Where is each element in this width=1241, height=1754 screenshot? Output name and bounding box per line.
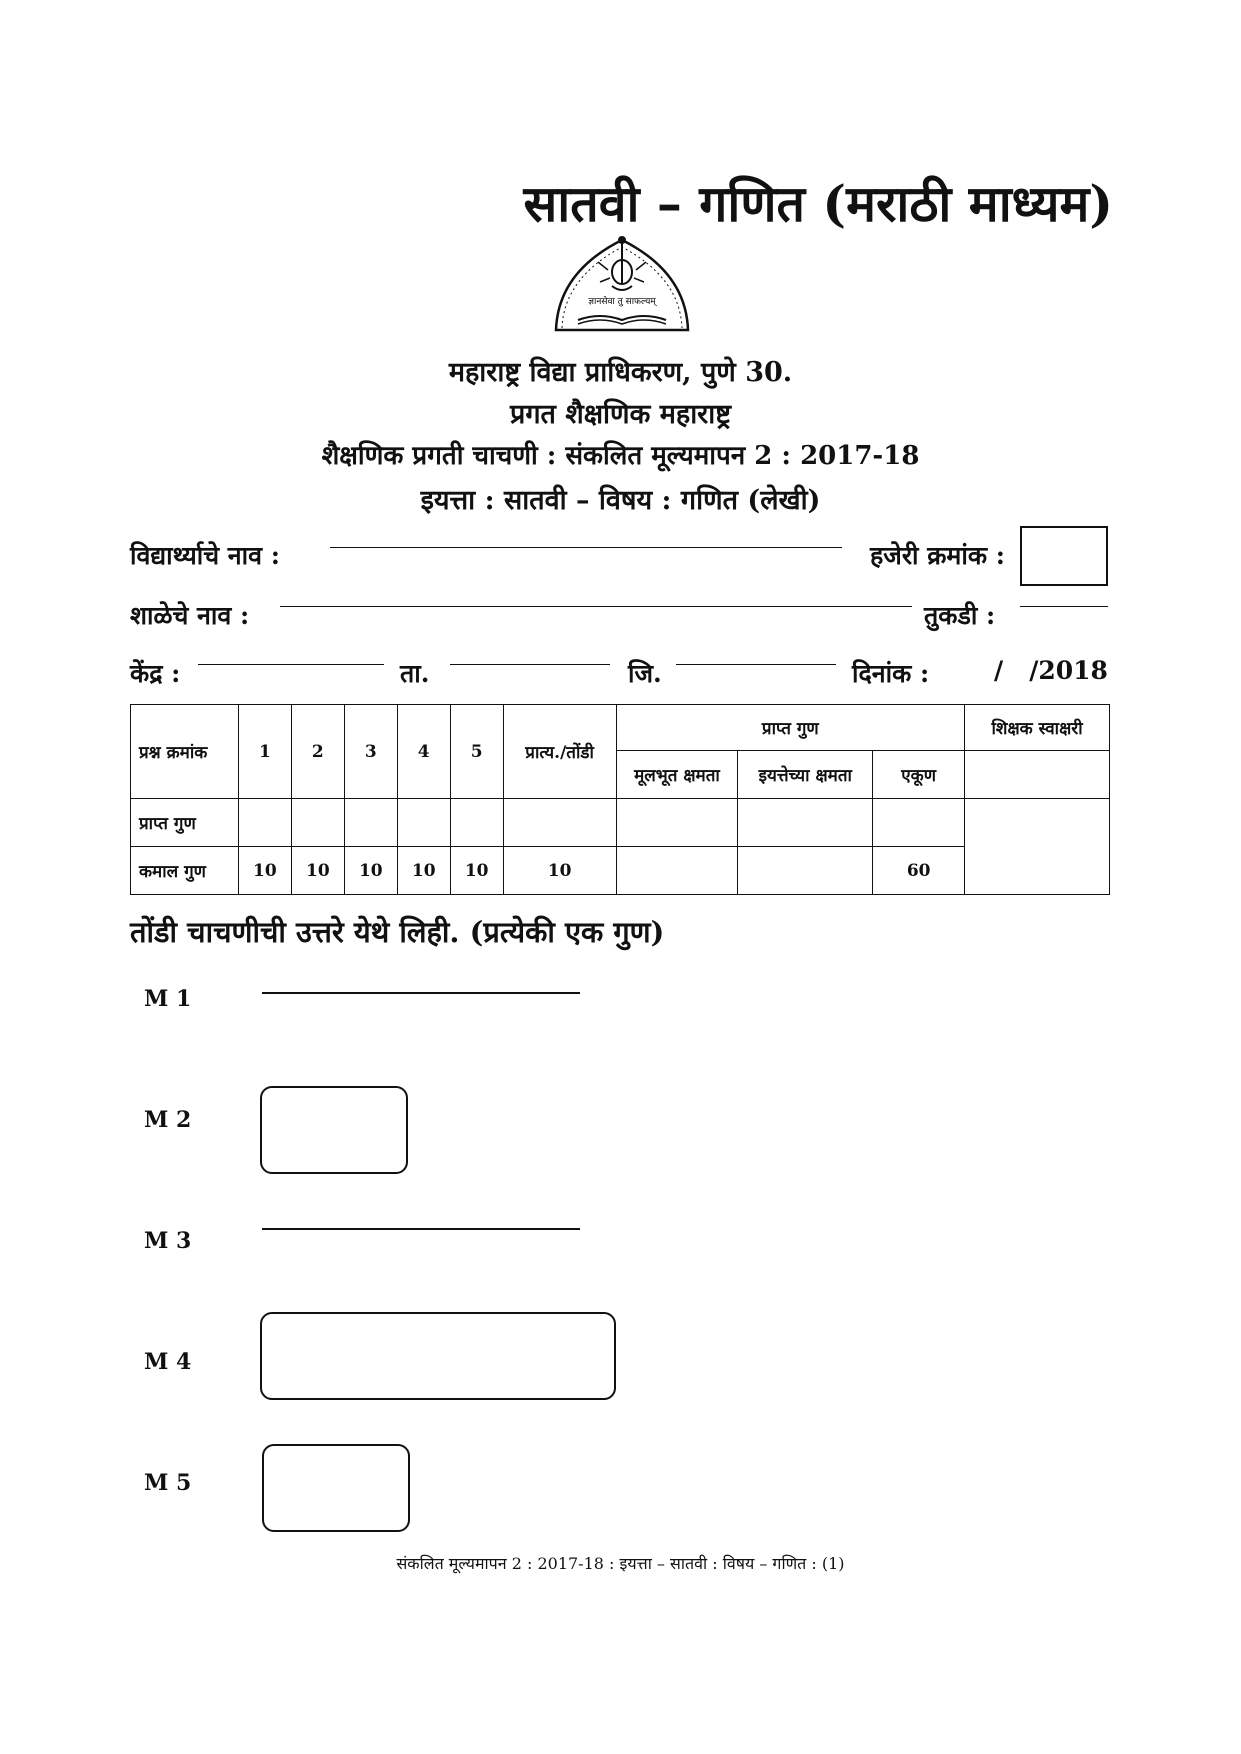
obtained-cell-class[interactable] xyxy=(738,799,873,847)
oral-item-m3-label: M 3 xyxy=(144,1228,192,1254)
obtained-marks-group-header: प्राप्त गुण xyxy=(616,705,965,751)
max-marks-row-label: कमाल गुण xyxy=(131,847,239,895)
page-title: सातवी – गणित (मराठी माध्यम) xyxy=(523,174,1113,233)
center-field[interactable] xyxy=(198,664,384,665)
oral-answer-m4-box[interactable] xyxy=(260,1312,616,1400)
max-cell-1: 10 xyxy=(238,847,291,895)
board-emblem-logo xyxy=(548,232,696,340)
question-header-practical-oral: प्रात्य./तोंडी xyxy=(503,705,616,799)
division-label: तुकडी : xyxy=(924,601,996,630)
page-footer: संकलित मूल्यमापन 2 : 2017-18 : इयत्ता – सातवी : विषय – गणित : (1) xyxy=(396,1554,845,1573)
obtained-marks-row-label: प्राप्त गुण xyxy=(131,799,239,847)
student-name-field[interactable] xyxy=(330,547,842,548)
division-field[interactable] xyxy=(1020,606,1108,607)
max-cell-basic xyxy=(616,847,738,895)
max-cell-5: 10 xyxy=(450,847,503,895)
taluka-field[interactable] xyxy=(450,664,610,665)
max-cell-oral: 10 xyxy=(503,847,616,895)
question-header-1: 1 xyxy=(238,705,291,799)
oral-item-m4-label: M 4 xyxy=(144,1349,192,1375)
max-cell-class xyxy=(738,847,873,895)
max-cell-4: 10 xyxy=(397,847,450,895)
school-name-field[interactable] xyxy=(280,606,912,607)
question-header-2: 2 xyxy=(291,705,344,799)
basic-ability-header: मूलभूत क्षमता xyxy=(616,751,738,799)
district-field[interactable] xyxy=(676,664,836,665)
max-cell-total: 60 xyxy=(873,847,965,895)
question-header-5: 5 xyxy=(450,705,503,799)
exam-name: शैक्षणिक प्रगती चाचणी : संकलित मूल्यमापन 2 : 2017-18 xyxy=(321,441,920,471)
marks-table xyxy=(130,704,1110,895)
class-subject: इयत्ता : सातवी – विषय : गणित (लेखी) xyxy=(420,485,821,516)
school-name-label: शाळेचे नाव : xyxy=(130,601,250,630)
date-value: / /2018 xyxy=(994,656,1108,685)
oral-answer-m2-box[interactable] xyxy=(260,1086,408,1174)
roll-number-label: हजेरी क्रमांक : xyxy=(870,541,1005,570)
question-header-3: 3 xyxy=(344,705,397,799)
total-header: एकूण xyxy=(873,751,965,799)
question-number-header: प्रश्न क्रमांक xyxy=(131,705,239,799)
obtained-cell-total[interactable] xyxy=(873,799,965,847)
oral-answer-m1-line[interactable] xyxy=(262,992,580,994)
oral-answer-m5-box[interactable] xyxy=(262,1444,410,1532)
max-cell-2: 10 xyxy=(291,847,344,895)
program-name: प्रगत शैक्षणिक महाराष्ट्र xyxy=(509,399,731,430)
date-label: दिनांक : xyxy=(852,659,930,688)
obtained-cell-4[interactable] xyxy=(397,799,450,847)
student-name-label: विद्यार्थ्याचे नाव : xyxy=(130,541,280,570)
obtained-cell-3[interactable] xyxy=(344,799,397,847)
oral-item-m2-label: M 2 xyxy=(144,1107,192,1133)
emblem-motto: ज्ञानसेवा तु साफल्यम् xyxy=(588,297,656,307)
obtained-cell-basic[interactable] xyxy=(616,799,738,847)
taluka-label: ता. xyxy=(400,659,430,688)
authority-name: महाराष्ट्र विद्या प्राधिकरण, पुणे 30. xyxy=(448,357,793,388)
teacher-signature-cell[interactable] xyxy=(965,799,1110,895)
oral-item-m5-label: M 5 xyxy=(144,1470,192,1496)
teacher-signature-header: शिक्षक स्वाक्षरी xyxy=(965,705,1110,751)
obtained-cell-5[interactable] xyxy=(450,799,503,847)
question-header-4: 4 xyxy=(397,705,450,799)
center-label: केंद्र : xyxy=(130,659,181,688)
obtained-cell-2[interactable] xyxy=(291,799,344,847)
roll-number-box[interactable] xyxy=(1020,526,1108,586)
district-label: जि. xyxy=(628,659,662,688)
class-ability-header: इयत्तेच्या क्षमता xyxy=(738,751,873,799)
oral-item-m1-label: M 1 xyxy=(144,986,192,1012)
teacher-signature-cell-top[interactable] xyxy=(965,751,1110,799)
obtained-cell-oral[interactable] xyxy=(503,799,616,847)
oral-test-instruction: तोंडी चाचणीची उत्तरे येथे लिही. (प्रत्येकी एक गुण) xyxy=(130,915,665,949)
oral-answer-m3-line[interactable] xyxy=(262,1228,580,1230)
max-cell-3: 10 xyxy=(344,847,397,895)
obtained-cell-1[interactable] xyxy=(238,799,291,847)
